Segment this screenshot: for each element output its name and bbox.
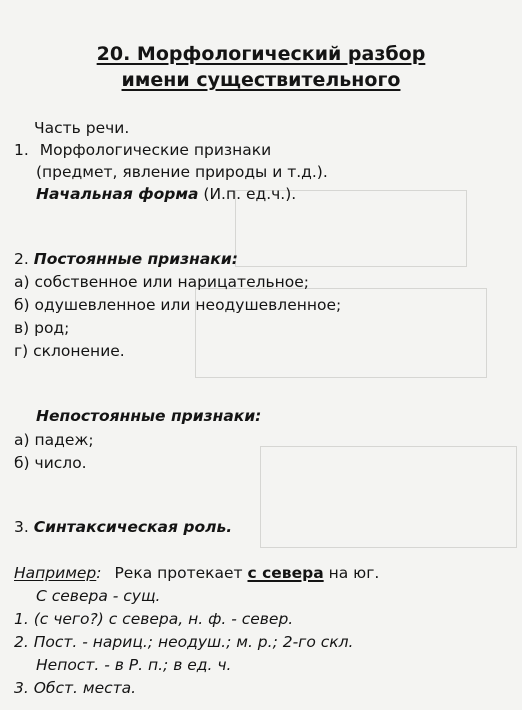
section3-num: 3. <box>14 518 29 536</box>
item1-num: 1. <box>14 141 29 159</box>
example-highlight: с севера <box>247 564 324 582</box>
section2-heading <box>14 249 238 269</box>
section2-item-a: а) собственное или нарицательное; <box>14 273 310 291</box>
example-colon: : <box>96 564 102 582</box>
example-text-after: на юг. <box>323 564 380 582</box>
section2-item-b: б) одушевленное или неодушевленное; <box>14 296 342 314</box>
example-line-2: 1. (с чего?) с севера, н. ф. - север. <box>14 610 294 628</box>
item1-label: Морфологические признаки <box>39 141 272 159</box>
page-title-line2 <box>0 68 522 92</box>
section2-item-d: г) склонение. <box>14 342 125 360</box>
section2-title: Постоянные признаки: <box>33 250 238 268</box>
item1 <box>14 140 271 160</box>
initial-form-label: Начальная форма <box>36 185 199 203</box>
example-text-before: Река протекает <box>114 564 248 582</box>
example-line-4: Непост. - в Р. п.; в ед. ч. <box>36 656 232 674</box>
section2-num: 2. <box>14 250 29 268</box>
section3-title: Синтаксическая роль. <box>33 518 233 536</box>
title-text-2: имени существительного <box>121 69 401 91</box>
nonconst-heading: Непостоянные признаки: <box>36 407 262 425</box>
item1-detail: (предмет, явление природы и т.д.). <box>36 163 328 181</box>
title-text-1: 20. Морфологический разбор <box>96 43 426 65</box>
example-line-5: 3. Обст. места. <box>14 679 137 697</box>
initial-form <box>36 184 296 204</box>
nonconst-item-b: б) число. <box>14 454 87 472</box>
example-line-3: 2. Пост. - нариц.; неодуш.; м. р.; 2-го скл. <box>14 633 354 651</box>
section3-heading <box>14 517 232 537</box>
page-title-line1 <box>0 42 522 66</box>
initial-form-detail: (И.п. ед.ч.). <box>203 185 297 203</box>
nonconst-item-a: а) падеж; <box>14 431 94 449</box>
example-label: Например <box>14 564 97 582</box>
example-sentence <box>14 563 379 583</box>
section2-item-c: в) род; <box>14 319 70 337</box>
example-line-1: С севера - сущ. <box>36 587 161 605</box>
part-of-speech: Часть речи. <box>34 119 130 137</box>
